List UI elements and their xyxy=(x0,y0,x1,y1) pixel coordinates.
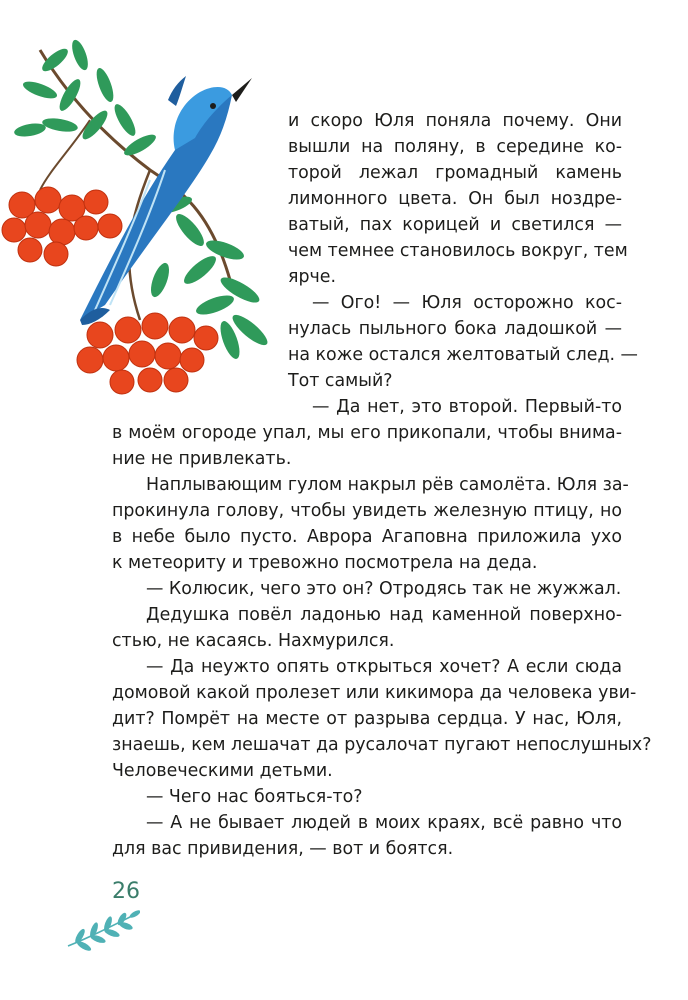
text-line: ватый, пах корицей и светился — xyxy=(288,215,622,235)
text-line: в небе было пусто. Аврора Агаповна приложила ухо xyxy=(112,527,622,547)
text-line: вышли на поляну, в середине ко- xyxy=(288,137,622,157)
text-line: Человеческими детьми. xyxy=(112,761,333,781)
text-line: Тот самый? xyxy=(288,371,393,391)
text-line: в моём огороде упал, мы его прикопали, чтобы внима- xyxy=(112,423,622,443)
text-line: — А не бывает людей в моих краях, всё равно что xyxy=(146,813,622,833)
text-line: — Да нет, это второй. Первый-то xyxy=(312,397,622,417)
text-line: чем темнее становилось вокруг, тем xyxy=(288,241,628,261)
page-number: 26 xyxy=(112,879,140,904)
text-line: нулась пыльного бока ладошкой — xyxy=(288,319,622,339)
text-line: ние не привлекать. xyxy=(112,449,292,469)
text-line: прокинула голову, чтобы увидеть железную птицу, но xyxy=(112,501,622,521)
text-line: Наплывающим гулом накрыл рёв самолёта. Юля за- xyxy=(146,475,629,495)
text-line: ярче. xyxy=(288,267,337,287)
text-line: — Ого! — Юля осторожно кос- xyxy=(312,293,622,313)
text-line: для вас привидения, — вот и боятся. xyxy=(112,839,454,859)
text-line: — Да неужто опять открыться хочет? А если сюда xyxy=(146,657,622,677)
text-line: и скоро Юля поняла почему. Они xyxy=(288,111,622,131)
blue-jay-rowan-illustration xyxy=(0,20,290,400)
text-line: дит? Помрёт на месте от разрыва сердца. У нас, Юля, xyxy=(112,709,622,729)
text-line: — Колюсик, чего это он? Отродясь так не жужжал. xyxy=(146,579,622,599)
text-line: знаешь, кем лешачат да русалочат пугают непослушных? xyxy=(112,735,652,755)
text-line: стью, не касаясь. Нахмурился. xyxy=(112,631,395,651)
text-line: к метеориту и тревожно посмотрела на деда. xyxy=(112,553,538,573)
text-line: домовой какой пролезет или кикимора да человека уви- xyxy=(112,683,637,703)
text-line: — Чего нас бояться-то? xyxy=(146,787,363,807)
text-line: на коже остался желтоватый след. — xyxy=(288,345,638,365)
text-line: Дедушка повёл ладонью над каменной поверхно- xyxy=(146,605,622,625)
text-line: лимонного цвета. Он был ноздре- xyxy=(288,189,622,209)
text-line: торой лежал громадный камень xyxy=(288,163,622,183)
leaf-sprig-icon xyxy=(60,908,140,952)
